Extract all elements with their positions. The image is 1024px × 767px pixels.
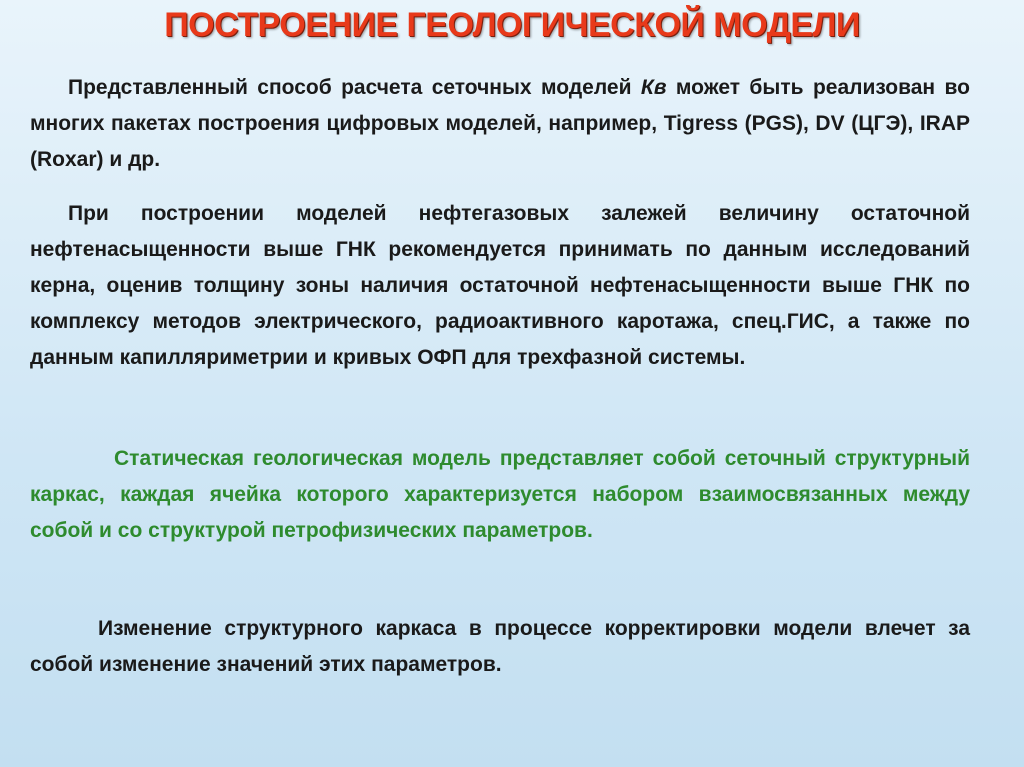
slide-title: ПОСТРОЕНИЕ ГЕОЛОГИЧЕСКОЙ МОДЕЛИ <box>164 6 860 44</box>
paragraph-static-model: Статическая геологическая модель представляет собой сеточный структурный каркас, каждая ячейка которого характеризуется набором взаимосвязанных между собой и со структурой петрофизических параметров. <box>30 447 970 542</box>
paragraph-residual-saturation: При построении моделей нефтегазовых залежей величину остаточной нефтенасыщенности выше ГНК рекомендуется принимать по данным исследований керна, оценив толщину зоны наличия остаточной нефтенасыщенности выше ГНК по комплексу методов электрического, радиоактивного каротажа, спец.ГИС, а также по данным капилляриметрии и кривых ОФП для трехфазной системы. <box>30 202 970 369</box>
paragraph1-text-start: Представленный способ расчета сеточных моделей <box>68 76 641 99</box>
paragraph-calculation-method <box>30 70 970 178</box>
paragraph1-text-end: может быть реализован во многих пакетах построения цифровых моделей, например, Tigress (PGS), DV (ЦГЭ), IRAP (Roxar) и др. <box>30 76 971 171</box>
paragraph-framework-change: Изменение структурного каркаса в процессе корректировки модели влечет за собой изменение значений этих параметров. <box>30 617 970 676</box>
kv-term: Кв <box>640 76 667 99</box>
